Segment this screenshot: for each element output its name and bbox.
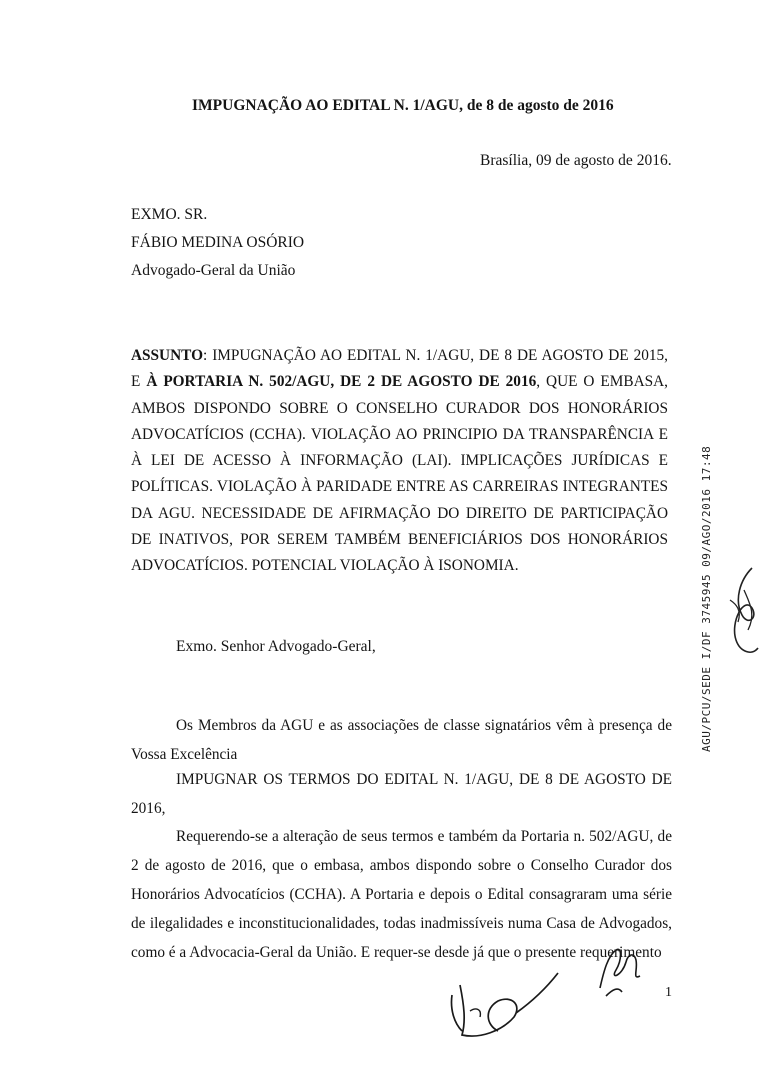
subject-block	[131, 343, 668, 580]
bottom-signature-1	[440, 965, 570, 1045]
date-line: Brasília, 09 de agosto de 2016.	[480, 152, 672, 169]
addressee-line-1: EXMO. SR.	[131, 206, 208, 223]
salutation: Exmo. Senhor Advogado-Geral,	[176, 638, 376, 655]
addressee-line-3: Advogado-Geral da União	[131, 262, 296, 279]
page-number: 1	[665, 985, 672, 1000]
subject-label: ASSUNTO	[131, 347, 203, 364]
subject-text-bold: À PORTARIA N. 502/AGU, DE 2 DE AGOSTO DE 2016	[146, 373, 537, 391]
subject-text-2: , QUE O EMBASA, AMBOS DISPONDO SOBRE O CONSELHO CURADOR DOS HONORÁRIOS ADVOCATÍCIOS (CCHA). VIOLAÇÃO AO PRINCIPIO DA TRANSPARÊNCIA E À LEI DE ACESSO À INFORMAÇÃO (LAI). IMPLICAÇÕES JURÍDICAS E POLÍTICAS. VIOLAÇÃO À PARIDADE ENTRE AS CARREIRAS INTEGRANTES DA AGU. NECESSIDADE DE AFIRMAÇÃO DO DIREITO DE PARTICIPAÇÃO DE INATIVOS, POR SEREM TAMBÉM BENEFICIÁRIOS DOS HONORÁRIOS ADVOCATÍCIOS. POTENCIAL VIOLAÇÃO À ISONOMIA.	[131, 373, 669, 575]
paragraph-1: Os Membros da AGU e as associações de classe signatários vêm à presença de Vossa Excelência	[131, 717, 672, 763]
margin-initials-signature	[722, 560, 766, 670]
paragraph-2: IMPUGNAR OS TERMOS DO EDITAL N. 1/AGU, DE 8 DE AGOSTO DE 2016,	[131, 771, 672, 817]
protocol-stamp	[700, 432, 714, 752]
protocol-stamp-text: AGU/PCU/SEDE I/DF 3745945 09/AGO/2016 17:48	[700, 445, 713, 752]
subject-text-1: : IMPUGNAÇÃO AO EDITAL N. 1/AGU, DE 8 DE AGOSTO DE 2015, E	[131, 347, 668, 391]
paragraph-3: Requerendo-se a alteração de seus termos e também da Portaria n. 502/AGU, de 2 de agosto de 2016, que o embasa, ambos dispondo sobre o Conselho Curador dos Honorários Advocatícios (CCHA). A Portaria e depois o Edital consagraram uma série de ilegalidades e inconstitucionalidades, todas inadmissíveis numa Casa de Advogados, como é a Advocacia-Geral da União. E requer-se desde já que o presente requerimento	[131, 828, 672, 961]
bottom-signature-2	[592, 940, 652, 1002]
addressee-line-2: FÁBIO MEDINA OSÓRIO	[131, 234, 305, 251]
document-title: IMPUGNAÇÃO AO EDITAL N. 1/AGU, de 8 de agosto de 2016	[192, 97, 614, 114]
